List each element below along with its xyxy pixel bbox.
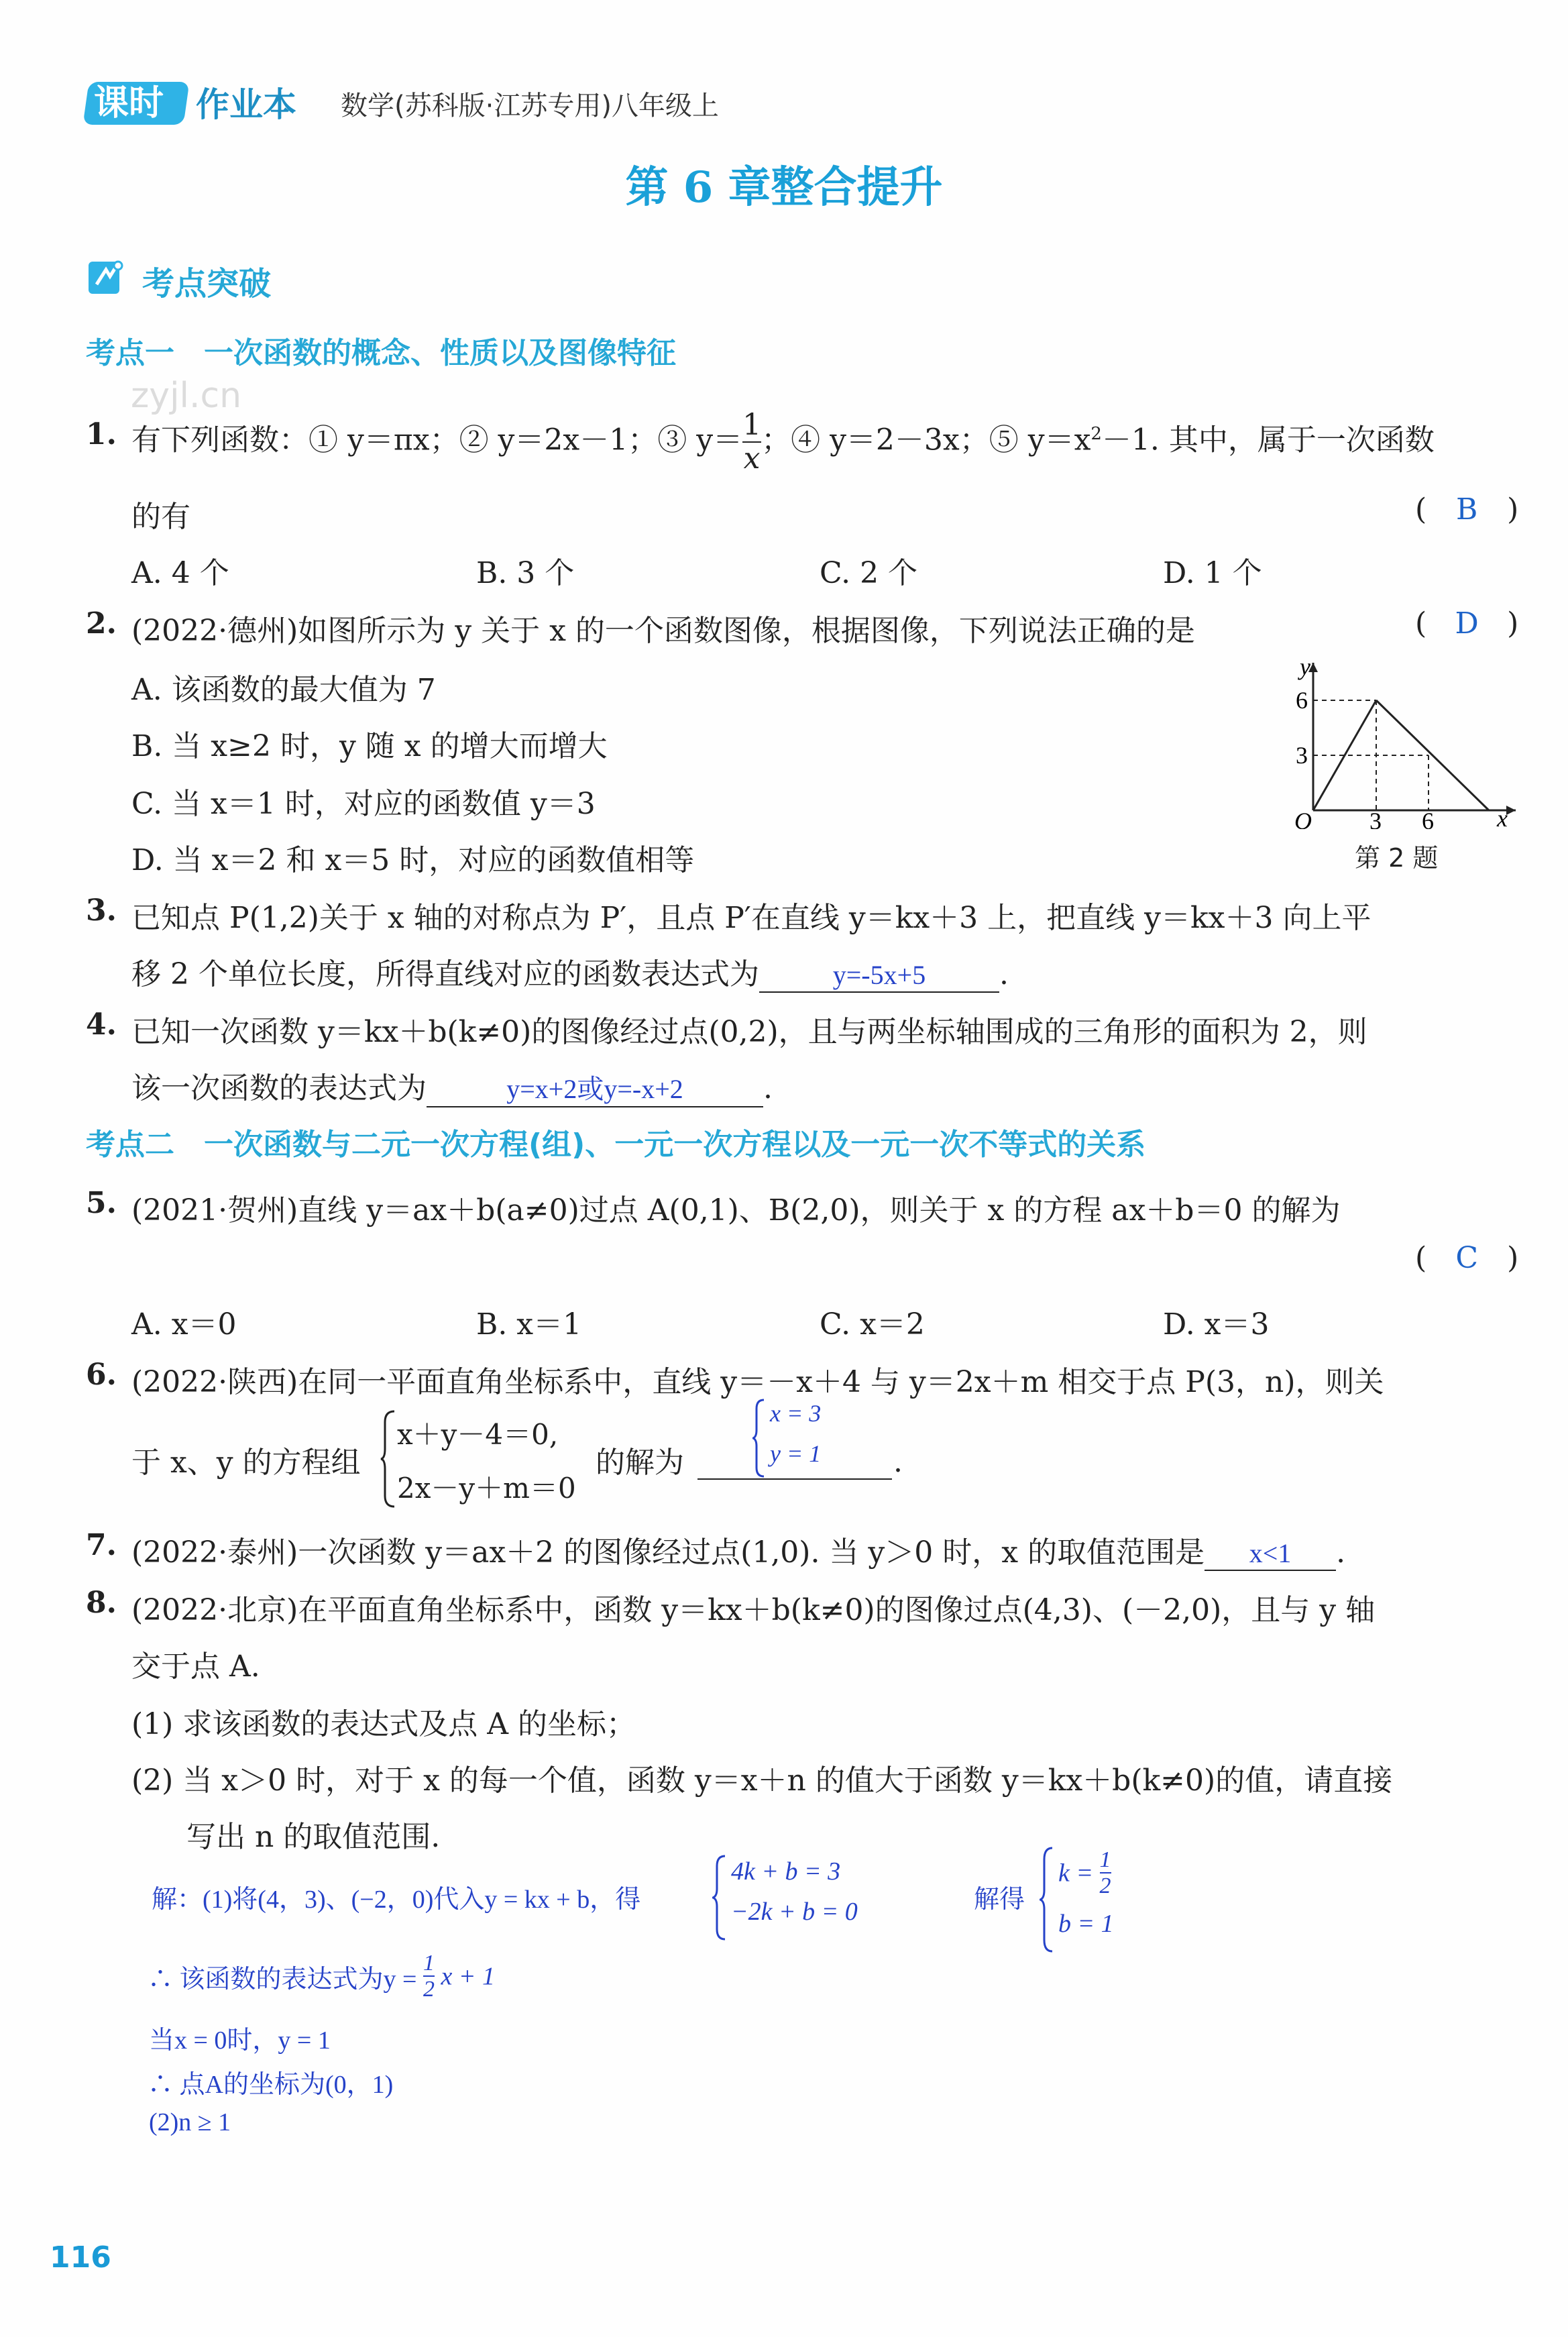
q1-option-a: A. 4 个 [131,556,229,590]
watermark: zyjl.cn [131,376,242,416]
q4-answer: y=x+2或y=-x+2 [506,1074,683,1104]
q5-stem: (2021·贺州)直线 y＝ax＋b(a≠0)过点 A(0,1)、B(2,0)，则关于 x 的方程 ax＋b＝0 的解为 [131,1193,1341,1228]
q3-line2 [131,950,1009,993]
q1-option-c: C. 2 个 [820,556,918,590]
q2-answer: D [1455,606,1479,641]
q2-answer-paren [1415,606,1518,641]
q1-frac-num: 1 [742,407,762,442]
solution-line2-a: ∴ 该函数的表达式为y = [148,1965,417,1994]
q1-fraction [742,409,761,476]
q6-answer-x: x = 3 [770,1400,822,1427]
q8-sub2-line1: (2) 当 x＞0 时，对于 x 的每一个值，函数 y＝x＋n 的值大于函数 y＝kx＋b(k≠0)的值，请直接 [131,1763,1393,1798]
q4-line2-a: 该一次函数的表达式为 [131,1071,427,1105]
q7-stem-text: (2022·泰州)一次函数 y＝ax＋2 的图像经过点(1,0). 当 y＞0 时，x 的取值范围是 [131,1535,1205,1570]
q7-stem [131,1528,1345,1571]
paren-left: ( [1415,1241,1427,1275]
q2-fig-ytick-6: 6 [1296,687,1308,714]
q2-fig-origin: O [1294,808,1312,829]
solution-k-den: 2 [1099,1873,1111,1899]
solution-k-fraction [1100,1847,1111,1899]
page-number: 116 [50,2240,111,2275]
q5-option-c: C. x＝2 [820,1307,925,1342]
q6-system-eq2: 2x－y＋m＝0 [397,1472,576,1505]
q1-stem-a: 有下列函数：① y＝πx；② y＝2x－1；③ y＝ [131,423,743,457]
solution-b-value: b = 1 [1058,1910,1114,1938]
q8-sub1: (1) 求该函数的表达式及点 A 的坐标； [131,1707,636,1741]
q2-fig-y-label: y [1300,655,1310,680]
solution-system-eq2: −2k + b = 0 [731,1898,858,1926]
q1-frac-den: x [743,441,761,476]
q2-fig-xtick-3: 3 [1369,808,1382,829]
q1-stem-c: －1. 其中，属于一次函数 [1101,423,1435,457]
paren-left: ( [1415,492,1427,527]
q2-fig-xtick-6: 6 [1422,808,1434,829]
q5-number: 5. [86,1186,117,1220]
q3-answer-blank [759,957,999,993]
q6-answer-brace [752,1398,766,1481]
q8-number: 8. [86,1586,117,1620]
solution-line4: ∴ 点A的坐标为(0，1) [148,2071,394,2099]
q1-answer: B [1456,492,1478,527]
paren-right: ) [1507,492,1519,527]
q6-line1: (2022·陕西)在同一平面直角坐标系中，直线 y＝－x＋4 与 y＝2x＋m 相交于点 P(3，n)，则关 [131,1365,1384,1399]
q3-line2-a: 移 2 个单位长度，所得直线对应的函数表达式为 [131,957,759,991]
solution-line2-den: 2 [423,1977,435,2002]
solution-line1: 解：(1)将(4，3)、(−2，0)代入y = kx + b，得 [152,1886,641,1914]
q8-line1: (2022·北京)在平面直角坐标系中，函数 y＝kx＋b(k≠0)的图像过点(4,3)、(－2,0)，且与 y 轴 [131,1593,1376,1627]
q2-stem: (2022·德州)如图所示为 y 关于 x 的一个函数图像，根据图像，下列说法正确的是 [131,614,1195,648]
q3-line2-b: . [999,957,1009,991]
header-subject: 数学(苏科版·江苏专用)八年级上 [341,91,719,121]
topic-2-heading: 考点二 一次函数与二元一次方程(组)、一元一次方程以及一元一次不等式的关系 [86,1128,1146,1162]
q2-figure-caption: 第 2 题 [1355,843,1439,873]
q2-option-b: B. 当 x≥2 时，y 随 x 的增大而增大 [131,729,608,763]
q1-option-b: B. 3 个 [476,556,575,590]
q3-answer: y=-5x+5 [832,960,926,990]
paren-right: ) [1507,606,1519,641]
solution-system-brace-1 [712,1854,727,1944]
q7-tail: . [1336,1535,1346,1570]
q1-stem [131,404,1435,476]
solution-system-eq1: 4k + b = 3 [731,1857,841,1886]
solution-k-num: 1 [1099,1847,1111,1872]
solution-line2-fraction [423,1951,435,2002]
q4-answer-blank [427,1068,763,1107]
paren-right: ) [1507,1241,1519,1275]
q2-fig-x-label: x [1497,805,1508,829]
solution-line2-b: x + 1 [441,1962,495,1991]
q3-number: 3. [86,893,117,928]
q2-option-c: C. 当 x＝1 时，对应的函数值 y＝3 [131,787,596,821]
q6-system-brace [380,1409,397,1512]
q1-stem-b: ；④ y＝2－3x；⑤ y＝x [761,423,1091,457]
section-icon [87,258,129,299]
q4-line2-b: . [763,1071,773,1105]
q1-option-d: D. 1 个 [1163,556,1262,590]
q6-answer-blank [697,1478,892,1480]
q6-line2-b: 的解为 [596,1446,684,1480]
q6-answer-y: y = 1 [770,1440,822,1467]
solution-line5: (2)n ≥ 1 [149,2108,231,2136]
q7-number: 7. [86,1528,117,1562]
q2-fig-ytick-3: 3 [1296,742,1308,769]
q1-line2: 的有 [131,500,190,534]
q4-line2 [131,1064,773,1107]
q6-system-eq1: x＋y－4＝0, [397,1418,559,1451]
solution-solved: 解得 [974,1886,1025,1914]
q1-number: 1. [86,417,117,451]
q5-answer-paren [1415,1241,1518,1275]
q2-number: 2. [86,606,117,641]
header-logo-text: 课时 [94,83,164,123]
section-title: 考点突破 [142,265,272,303]
q7-answer-blank [1205,1535,1336,1571]
q5-answer: C [1455,1241,1478,1275]
solution-k-value [1058,1847,1111,1899]
q2-option-d: D. 当 x＝2 和 x＝5 时，对应的函数值相等 [131,843,695,877]
q1-answer-paren [1415,492,1518,527]
chapter-title: 第 6 章整合提升 [625,162,943,213]
solution-line2 [148,1951,495,2002]
q3-line1: 已知点 P(1,2)关于 x 轴的对称点为 P′，且点 P′在直线 y＝kx＋3 上，把直线 y＝kx＋3 向上平 [131,901,1371,935]
q8-sub2-line2: 写出 n 的取值范围. [186,1820,441,1854]
solution-line3: 当x = 0时，y = 1 [149,2026,331,2055]
q2-option-a: A. 该函数的最大值为 7 [131,673,436,707]
q2-figure [1294,655,1522,832]
q4-number: 4. [86,1008,117,1042]
solution-system-brace-2 [1040,1846,1054,1956]
q5-option-b: B. x＝1 [476,1307,582,1342]
q1-sup: 2 [1090,424,1102,444]
paren-left: ( [1415,606,1427,641]
solution-line2-num: 1 [423,1951,435,1975]
q6-line2-c: . [893,1445,903,1479]
q6-line2-a: 于 x、y 的方程组 [131,1446,361,1480]
header-brand-suffix: 作业本 [196,85,296,124]
topic-1-heading: 考点一 一次函数的概念、性质以及图像特征 [86,336,676,370]
solution-k-label: k = [1058,1859,1094,1888]
q8-line2: 交于点 A. [131,1649,260,1684]
q6-number: 6. [86,1358,117,1392]
q7-answer: x<1 [1249,1538,1292,1568]
q5-option-a: A. x＝0 [131,1307,237,1342]
q4-line1: 已知一次函数 y＝kx＋b(k≠0)的图像经过点(0,2)，且与两坐标轴围成的三角形的面积为 2，则 [131,1015,1367,1049]
q5-option-d: D. x＝3 [1163,1307,1270,1342]
